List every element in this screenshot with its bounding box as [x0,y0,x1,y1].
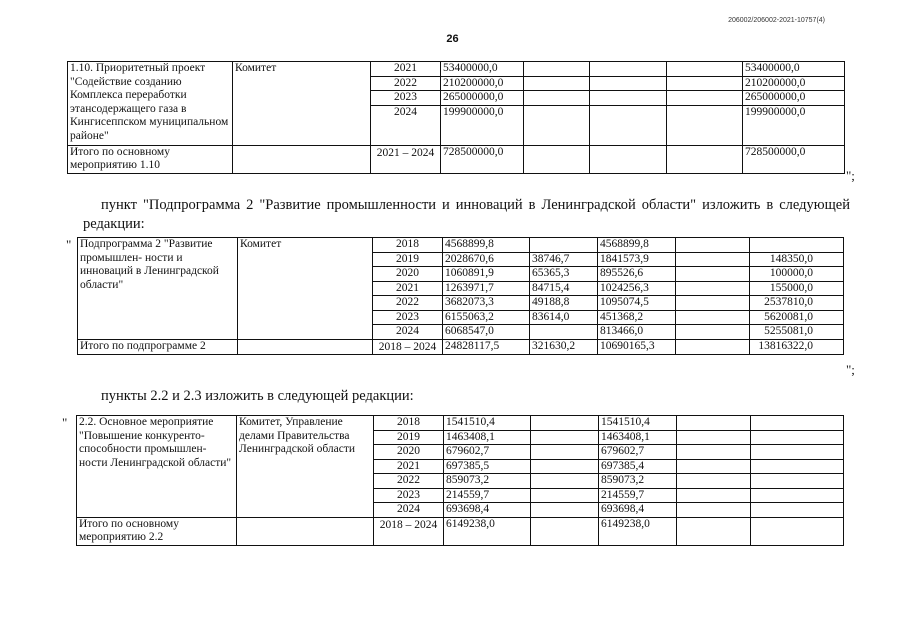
executor-cell [238,339,373,354]
value-cell: 148350,0 [750,252,844,267]
value-cell: 859073,2 [599,474,677,489]
value-cell [676,310,750,325]
value-cell: 321630,2 [530,339,598,354]
value-cell: 84715,4 [530,281,598,296]
closing-quote: "; [846,168,855,183]
value-cell: 65365,3 [530,267,598,282]
measure-name-cell: 1.10. Приоритетный проект "Содействие созданию Комплекса переработки этансодержащего газа в Кингисеппском муниципальном районе" [68,62,233,146]
value-cell: 2537810,0 [750,296,844,311]
year-cell: 2022 [373,296,443,311]
value-cell: 1263971,7 [443,281,530,296]
value-cell: 693698,4 [444,503,531,518]
value-cell [667,62,743,77]
value-cell: 5255081,0 [750,325,844,340]
value-cell: 10690165,3 [598,339,676,354]
table-subprogram-2 [77,237,844,355]
value-cell: 53400000,0 [441,62,524,77]
value-cell: 1541510,4 [444,416,531,431]
total-year-cell: 2018 – 2024 [373,339,443,354]
value-cell [524,76,590,91]
value-cell [677,503,751,518]
value-cell: 265000000,0 [743,91,845,106]
executor-cell [237,517,374,545]
table-project-1-10 [67,61,845,174]
value-cell: 697385,5 [444,459,531,474]
value-cell: 679602,7 [444,445,531,460]
year-cell: 2019 [374,430,444,445]
value-cell: 1463408,1 [599,430,677,445]
value-cell: 2028670,6 [443,252,530,267]
value-cell: 895526,6 [598,267,676,282]
total-year-cell: 2018 – 2024 [374,517,444,545]
value-cell [590,76,667,91]
value-cell [524,62,590,77]
value-cell [677,416,751,431]
value-cell [590,145,667,173]
value-cell [751,503,844,518]
value-cell [590,91,667,106]
value-cell [676,267,750,282]
year-cell: 2023 [374,488,444,503]
year-cell: 2020 [374,445,444,460]
value-cell [667,105,743,145]
value-cell: 199900000,0 [743,105,845,145]
year-cell: 2024 [371,105,441,145]
value-cell [677,459,751,474]
total-label-cell: Итого по подпрограмме 2 [78,339,238,354]
year-cell: 2023 [373,310,443,325]
value-cell [524,145,590,173]
total-year-cell: 2021 – 2024 [371,145,441,173]
value-cell: 1463408,1 [444,430,531,445]
value-cell [677,445,751,460]
opening-quote: " [66,237,72,252]
value-cell [531,430,599,445]
value-cell [677,430,751,445]
value-cell [531,416,599,431]
value-cell: 4568899,8 [598,238,676,253]
table-measure-2-2 [76,415,844,546]
value-cell: 1060891,9 [443,267,530,282]
value-cell: 6149238,0 [599,517,677,545]
value-cell [590,62,667,77]
value-cell [531,517,599,545]
value-cell: 13816322,0 [750,339,844,354]
value-cell [676,296,750,311]
opening-quote: " [62,415,68,430]
value-cell: 5620081,0 [750,310,844,325]
executor-cell [233,145,371,173]
total-label-cell: Итого по основному мероприятию 2.2 [77,517,237,545]
year-cell: 2018 [374,416,444,431]
document-number: 206002/206002-2021-10757(4) [728,17,825,24]
table-total-row [78,339,844,354]
value-cell [751,459,844,474]
value-cell: 265000000,0 [441,91,524,106]
executor-cell: Комитет [233,62,371,146]
value-cell [751,474,844,489]
value-cell: 697385,4 [599,459,677,474]
value-cell: 210200000,0 [743,76,845,91]
table-total-row [77,517,844,545]
value-cell: 83614,0 [530,310,598,325]
value-cell: 1541510,4 [599,416,677,431]
value-cell [677,488,751,503]
table-total-row [68,145,845,173]
value-cell [590,105,667,145]
value-cell [751,445,844,460]
value-cell: 6149238,0 [444,517,531,545]
value-cell: 155000,0 [750,281,844,296]
executor-cell: Комитет [238,238,373,340]
value-cell: 1024256,3 [598,281,676,296]
value-cell [676,238,750,253]
year-cell: 2024 [373,325,443,340]
table-row [68,62,845,77]
value-cell [677,517,751,545]
value-cell [530,325,598,340]
value-cell: 679602,7 [599,445,677,460]
value-cell [751,517,844,545]
table-row [78,238,844,253]
total-label-cell: Итого по основному мероприятию 1.10 [68,145,233,173]
value-cell [531,445,599,460]
value-cell: 859073,2 [444,474,531,489]
value-cell: 693698,4 [599,503,677,518]
value-cell: 3682073,3 [443,296,530,311]
page-number: 26 [446,33,459,45]
value-cell [667,76,743,91]
value-cell: 6068547,0 [443,325,530,340]
value-cell [531,503,599,518]
value-cell [750,238,844,253]
value-cell: 728500000,0 [743,145,845,173]
value-cell [676,339,750,354]
year-cell: 2019 [373,252,443,267]
year-cell: 2021 [374,459,444,474]
value-cell [667,145,743,173]
value-cell: 214559,7 [599,488,677,503]
measure-name-cell: 2.2. Основное мероприятие "Повышение конкуренто- способности промышлен- ности Ленинградской области" [77,416,237,518]
value-cell [524,91,590,106]
year-cell: 2022 [374,474,444,489]
value-cell [530,238,598,253]
year-cell: 2021 [373,281,443,296]
value-cell [751,488,844,503]
table-row [77,416,844,431]
value-cell: 100000,0 [750,267,844,282]
value-cell [531,488,599,503]
paragraph-subprogram-2: пункт "Подпрограмма 2 "Развитие промышленности и инноваций в Ленинградской области" изложить в следующей редакции: [83,197,850,232]
value-cell: 214559,7 [444,488,531,503]
measure-name-cell: Подпрограмма 2 "Развитие промышлен- ности и инноваций в Ленинградской области" [78,238,238,340]
value-cell [751,416,844,431]
value-cell [531,474,599,489]
value-cell [677,474,751,489]
value-cell [524,105,590,145]
value-cell: 451368,2 [598,310,676,325]
value-cell [751,430,844,445]
value-cell [676,281,750,296]
value-cell: 813466,0 [598,325,676,340]
value-cell: 1841573,9 [598,252,676,267]
value-cell: 49188,8 [530,296,598,311]
value-cell: 1095074,5 [598,296,676,311]
value-cell: 199900000,0 [441,105,524,145]
value-cell: 210200000,0 [441,76,524,91]
year-cell: 2024 [374,503,444,518]
year-cell: 2021 [371,62,441,77]
value-cell [531,459,599,474]
year-cell: 2020 [373,267,443,282]
value-cell: 53400000,0 [743,62,845,77]
paragraph-items-2-2-2-3: пункты 2.2 и 2.3 изложить в следующей редакции: [101,388,414,404]
year-cell: 2018 [373,238,443,253]
value-cell: 6155063,2 [443,310,530,325]
year-cell: 2022 [371,76,441,91]
closing-quote: "; [846,362,855,377]
year-cell: 2023 [371,91,441,106]
value-cell [676,325,750,340]
value-cell [676,252,750,267]
value-cell: 24828117,5 [443,339,530,354]
value-cell [667,91,743,106]
value-cell: 4568899,8 [443,238,530,253]
executor-cell: Комитет, Управление делами Правительства Ленинградской области [237,416,374,518]
value-cell: 38746,7 [530,252,598,267]
value-cell: 728500000,0 [441,145,524,173]
